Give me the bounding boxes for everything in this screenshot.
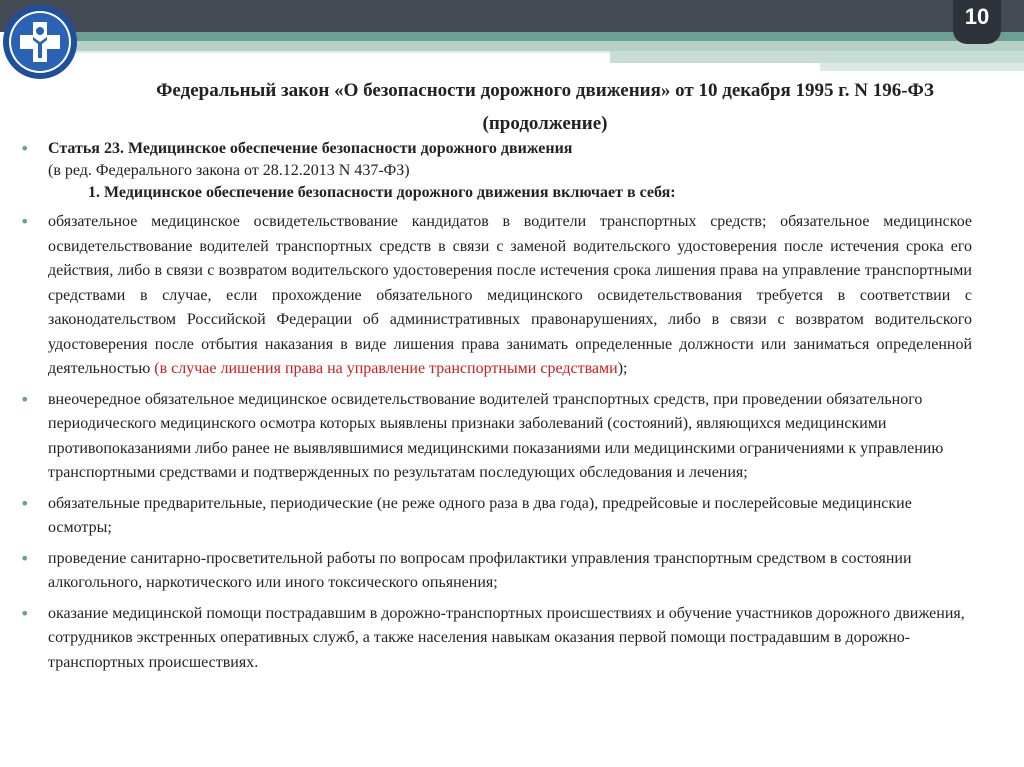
list-item-text: обязательное медицинское освидетельствование кандидатов в водители транспортных средств; обязательное медицинское освидетельствование водителей транспортных средств в связи с заменой водительского удостоверения после истечения срока его действия, либо в связи с возвратом водительского удостоверения после истечения срока лишения права на управление транспортными средствами в случае, если прохождение обязательного медицинского освидетельствования требуется в соответствии с законодательством Российской Федерации об административных правонарушениях, либо в связи с возвратом водительского удостоверения после отбытия наказания в виде лишения права занимать определенные должности или заниматься определенной деятельностью — [48, 213, 972, 377]
list-item-tail: ); — [617, 360, 628, 377]
header-band — [60, 41, 1024, 51]
list-item-text: обязательные предварительные, периодические (не реже одного раза в два года), предрейсовые и послерейсовые медицинские осмотры; — [48, 494, 912, 536]
bullet-icon: • — [20, 389, 30, 409]
medical-organization-logo — [2, 4, 78, 80]
list-item — [20, 602, 972, 676]
slide-title: Федеральный закон «О безопасности дорожного движения» от 10 декабря 1995 г. N 196-ФЗ (продолжение) — [156, 80, 934, 134]
list-item — [20, 388, 972, 486]
list-item — [20, 210, 972, 382]
list-item — [20, 492, 972, 541]
header-band — [820, 63, 1024, 71]
header-band — [60, 32, 1024, 41]
bullet-icon: • — [20, 603, 30, 623]
header-band-line — [60, 51, 610, 53]
list-item-text: оказание медицинской помощи пострадавшим в дорожно-транспортных происшествиях и обучение участников дорожного движения, сотрудников экстренных оперативных служб, а также населения навыкам оказания первой помощи пострадавшим в дорожно-транспортных происшествиях. — [48, 604, 965, 671]
article-revision: (в ред. Федерального закона от 28.12.2013 N 437-ФЗ) — [48, 162, 410, 179]
list-item — [20, 547, 972, 596]
bullet-icon: • — [20, 493, 30, 513]
article-heading: Статья 23. Медицинское обеспечение безопасности дорожного движения — [48, 140, 573, 157]
slide-number: 10 — [964, 4, 990, 29]
slide-content — [20, 138, 972, 681]
bullet-icon: • — [20, 212, 30, 231]
bullet-icon: • — [20, 548, 30, 568]
header-bar — [0, 0, 1024, 32]
list-item-text: внеочередное обязательное медицинское освидетельствование водителей транспортных средств, при проведении обязательного периодического медицинского осмотра которых выявлены признаки заболеваний (состояний), являющихся медицинскими противопоказаниями либо ранее не выявлявшимися медицинскими показаниями или медицинскими ограничениями к управлению транспортными средствами и подтвержденных по результатам последующих обследования и лечения; — [48, 390, 944, 481]
article-block — [20, 138, 972, 204]
list-item-highlight: (в случае лишения права на управление транспортными средствами — [154, 360, 618, 377]
bullet-icon: • — [20, 139, 30, 158]
list-item-text: проведение санитарно-просветительной работы по вопросам профилактики управления транспортным средством в состоянии алкогольного, наркотического или иного токсического опьянения; — [48, 549, 912, 591]
article-clause: 1. Медицинское обеспечение безопасности дорожного движения включает в себя: — [88, 184, 676, 201]
header-band — [610, 51, 1024, 63]
